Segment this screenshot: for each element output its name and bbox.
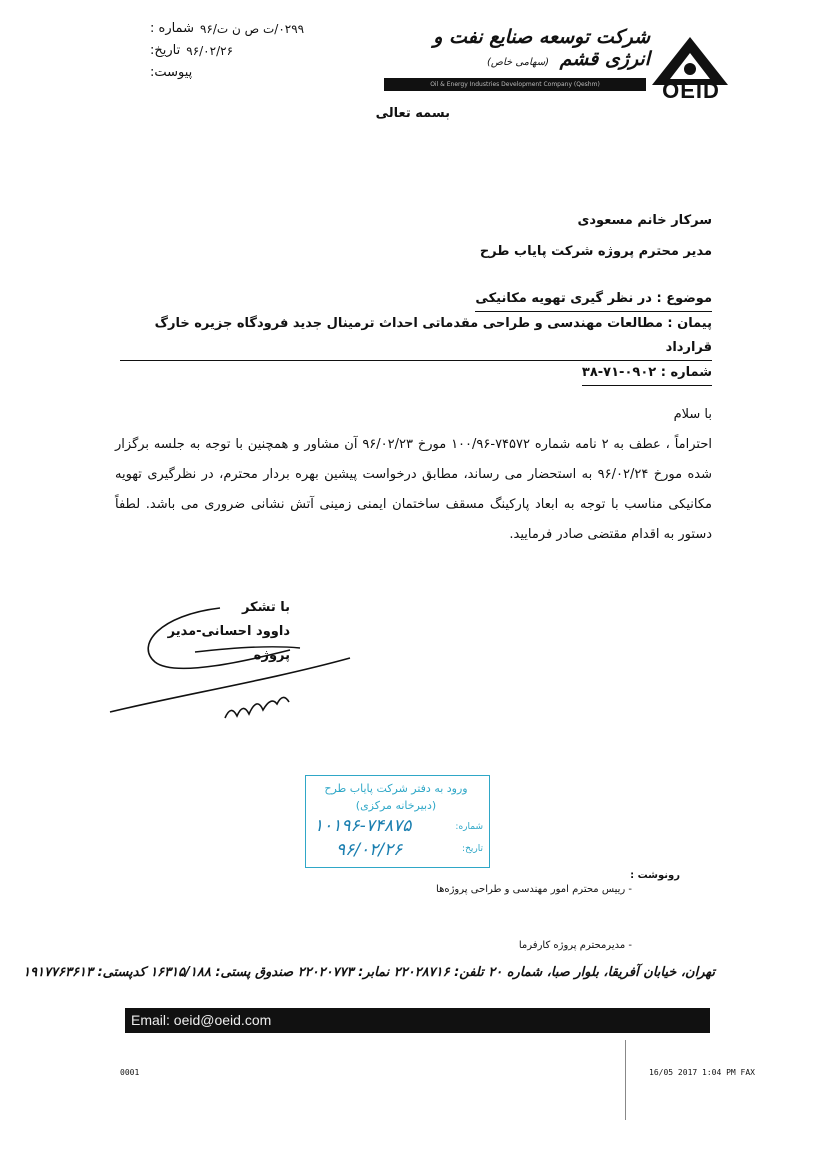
stamp-number-label: شماره: xyxy=(455,822,483,832)
letter-meta xyxy=(150,18,330,84)
cc-item: - مدیرمحترم پروژه کارفرما xyxy=(518,940,632,951)
closing-thanks: با تشکر xyxy=(241,600,290,615)
recipient-name: سرکار خانم مسعودی xyxy=(577,213,712,228)
email-band xyxy=(125,1008,710,1033)
fax-timestamp: 16/05 2017 1:04 PM FAX xyxy=(649,1068,755,1077)
closing-signer: داوود احسانی-مدیر پروژه xyxy=(167,624,290,663)
fax-page-number: 0001 xyxy=(120,1068,140,1077)
attachment-label: پیوست: xyxy=(150,65,193,80)
company-type: (سهامی خاص) xyxy=(486,57,549,68)
stamp-number-value: ۱۰۱۹۶-۷۴۸۷۵ xyxy=(314,816,412,836)
letter-body xyxy=(115,400,712,550)
stamp-date-label: تاریخ: xyxy=(462,844,483,854)
company-address: تهران، خیابان آفریقا، بلوار صبا، شماره ۲۰ تلفن: ۲۲۰۲۸۷۱۶ نمابر: ۲۲۰۲۰۷۷۳ صندوق پستی: ۱۶۳۱۵/۱۸۸ کدپستی: ۱۹۱۷۷۶۳۶۱۳ xyxy=(23,965,715,980)
recipient-block xyxy=(300,205,712,267)
body-paragraph: احتراماً ، عطف به ۲ نامه شماره ۷۴۵۷۲-۱۰۰/۹۶ مورخ ۹۶/۰۲/۲۳ آن مشاور و همچنین با توجه به جلسه برگزار شده مورخ ۹۶/۰۲/۲۴ به استحضار می رساند، مطابق درخواست پیشین بهره بردار محترم، در نظرگیری تهویه مکانیکی مناسب با توجه به ابعاد پارکینگ مسقف ساختمان ایمنی زمینی آتش نشانی ضروری می باشد. لطفاً دستور به اقدام مقتضی صادر فرمایید. xyxy=(115,437,713,542)
company-name-text: شرکت توسعه صنایع نفت و انرژی قشم xyxy=(433,26,650,70)
received-stamp xyxy=(305,775,490,868)
contract-line: پیمان : مطالعات مهندسی و طراحی مقدماتی احداث ترمینال جدید فرودگاه جزیره خارگ قرارداد xyxy=(120,312,712,361)
subject-block xyxy=(120,287,712,386)
greeting: با سلام xyxy=(673,407,712,422)
stamp-subtitle: (دبیرخانه مرکزی) xyxy=(355,799,437,812)
stamp-date-value: ۹۶/۰۲/۲۶ xyxy=(336,840,403,860)
company-english-band xyxy=(384,78,646,91)
closing-block xyxy=(140,596,290,668)
email-text: Email: oeid@oeid.com xyxy=(131,1012,272,1028)
fold-line xyxy=(625,1040,626,1120)
date-label: تاریخ: xyxy=(150,43,181,58)
cc-item: - رییس محترم امور مهندسی و طراحی پروژه‌ها xyxy=(436,884,632,895)
cc-label: رونوشت : xyxy=(630,870,680,881)
date-value: ۹۶/۰۲/۲۶ xyxy=(186,44,234,58)
company-english-text: Oil & Energy Industries Development Company (Qeshm) xyxy=(430,81,600,88)
stamp-title: ورود به دفتر شرکت پایاب طرح xyxy=(324,782,468,795)
logo-text: OEID xyxy=(662,78,720,103)
bismillah: بسمه تعالی xyxy=(375,106,450,121)
subject-line: موضوع : در نظر گیری تهویه مکانیکی xyxy=(475,287,712,312)
number-label: شماره : xyxy=(150,21,194,36)
recipient-title: مدیر محترم پروژه شرکت پایاب طرح xyxy=(479,244,712,259)
company-name xyxy=(400,26,650,70)
contract-number: شماره : ۰۹۰۲-۷۱-۳۸ xyxy=(582,361,712,386)
number-value: ۰۲۹۹/ت ص ن ت/۹۶ xyxy=(199,22,305,36)
